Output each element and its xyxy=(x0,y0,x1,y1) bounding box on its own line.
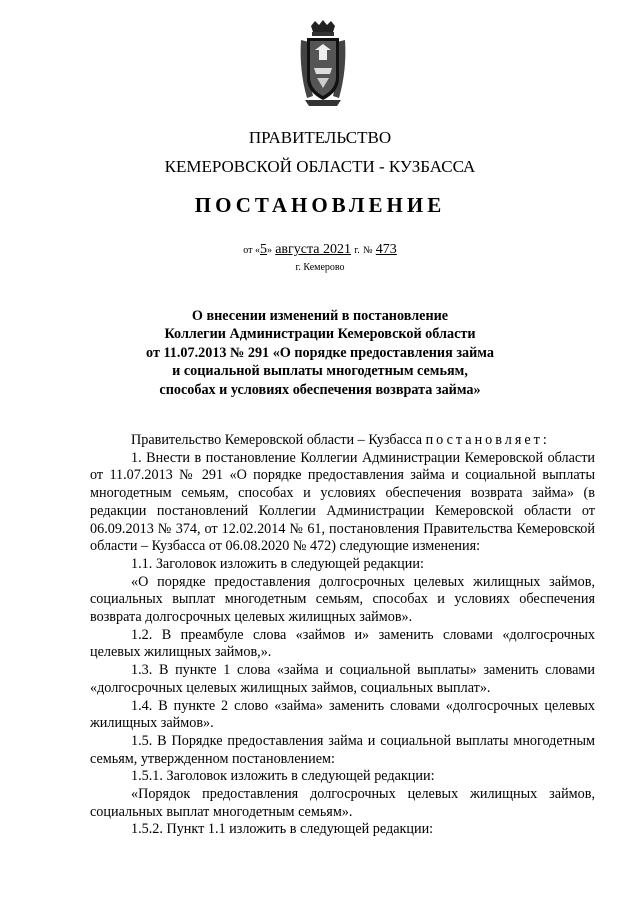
document-number: 473 xyxy=(375,242,397,257)
body-paragraph: «Порядок предоставления долгосрочных целевых жилищных займов, социальных выплат многодетным семьям». xyxy=(90,786,595,820)
title-line: способах и условиях обеспечения возврата займа» xyxy=(159,381,481,398)
body-paragraph: 1.5.2. Пункт 1.1 изложить в следующей редакции: xyxy=(131,821,434,838)
title-line: Коллегии Администрации Кемеровской области xyxy=(164,326,476,343)
body-intro xyxy=(90,432,595,450)
intro-end: : xyxy=(542,432,547,448)
intro-start: Правительство Кемеровской области – Кузбасса xyxy=(131,432,426,448)
body-paragraph: «О порядке предоставления долгосрочных целевых жилищных займов, социальных выплат многодетным семьям, способах и условиях обеспечения возврата долгосрочных целевых жилищных займов». xyxy=(90,573,595,626)
body-paragraph: 1.3. В пункте 1 слова «займа и социальной выплаты» заменить словами «долгосрочных целевых жилищных займов, социальных выплат». xyxy=(90,662,595,696)
body-paragraph: 1.5. В Порядке предоставления займа и социальной выплаты многодетным семьям, утвержденном постановлением: xyxy=(90,732,595,767)
city: г. Кемерово xyxy=(295,262,345,273)
date-prefix: от « xyxy=(243,245,260,256)
government-name-line2: КЕМЕРОВСКОЙ ОБЛАСТИ - КУЗБАССА xyxy=(164,157,476,176)
title-line: О внесении изменений в постановление xyxy=(191,308,449,324)
government-name-line1: ПРАВИТЕЛЬСТВО xyxy=(248,128,392,147)
document-body xyxy=(90,432,595,839)
kuzbass-coat-of-arms-icon xyxy=(297,20,349,108)
document-type: ПОСТАНОВЛЕНИЕ xyxy=(194,193,446,217)
date-month-year: августа 2021 xyxy=(275,242,351,257)
title-line: от 11.07.2013 № 291 «О порядке предоставления займа xyxy=(146,344,494,361)
intro-spaced: постановляет xyxy=(425,432,543,448)
date-mid: » xyxy=(266,245,272,256)
date-line xyxy=(0,241,640,258)
date-year-suffix: г. xyxy=(354,245,360,256)
body-paragraph: 1.4. В пункте 2 слово «займа» заменить словами «долгосрочных целевых жилищных займов». xyxy=(90,697,595,732)
document-title xyxy=(80,307,560,399)
title-line: и социальной выплаты многодетным семьям, xyxy=(172,363,468,380)
body-paragraph: 1.2. В преамбуле слова «займов и» заменить словами «долгосрочных целевых жилищных займов,». xyxy=(90,626,595,661)
body-paragraph: 1.1. Заголовок изложить в следующей редакции: xyxy=(131,555,424,572)
number-prefix: № xyxy=(362,245,373,256)
body-paragraph: 1.5.1. Заголовок изложить в следующей редакции: xyxy=(131,768,435,785)
date-day: 5 xyxy=(259,242,267,257)
body-paragraph: 1. Внести в постановление Коллегии Администрации Кемеровской области от 11.07.2013 № 291 «О порядке предоставления займа и социальной выплаты многодетным семьям, способах и условиях обеспечения возврата займа» (в редакции постановлений Коллегии Администрации Кемеровской области от 06.09.2013 № 374, от 12.02.2014 № 61, постановления Правительства Кемеровской области – Кузбасса от 06.08.2020 № 472) следующие изменения: xyxy=(90,449,595,555)
